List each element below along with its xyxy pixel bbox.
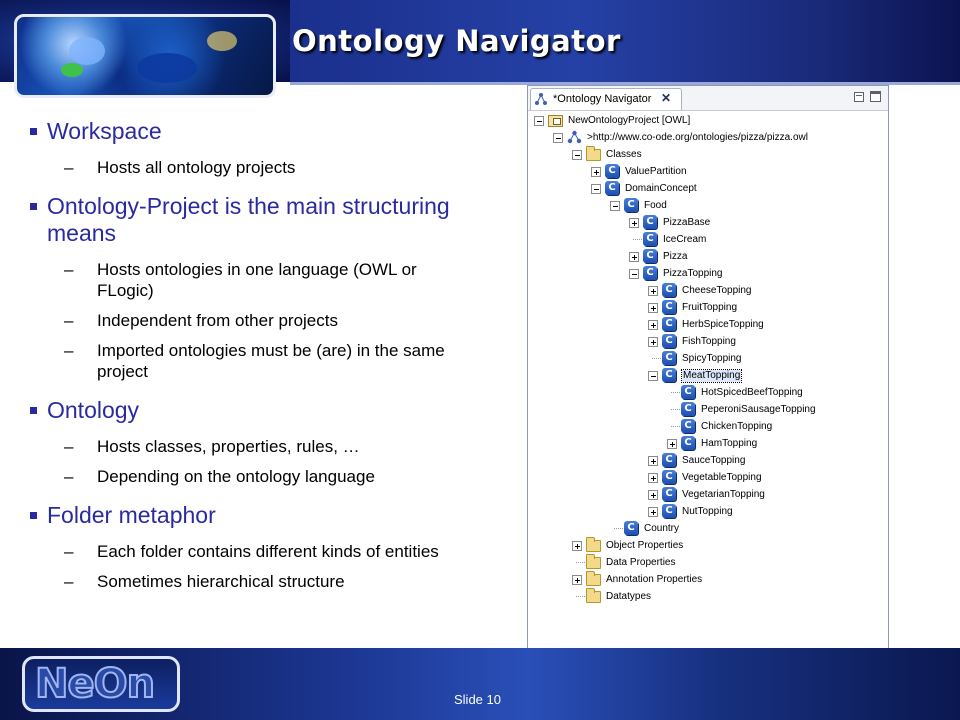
expand-icon[interactable] bbox=[648, 303, 658, 313]
bullet-list bbox=[30, 118, 470, 607]
bullet-square-icon bbox=[30, 128, 37, 135]
tree-node-label: ChickenTopping bbox=[701, 421, 773, 432]
dash-marker: – bbox=[64, 542, 74, 561]
collapse-icon[interactable] bbox=[610, 201, 620, 211]
bullet-heading bbox=[30, 502, 470, 529]
ontology-navigator-view bbox=[527, 85, 889, 697]
class-icon: C bbox=[662, 300, 677, 315]
class-icon: C bbox=[662, 487, 677, 502]
tree-node-label: >http://www.co-ode.org/ontologies/pizza/pizza.owl bbox=[587, 132, 808, 143]
tree-node-label: Annotation Properties bbox=[606, 574, 703, 585]
class-icon: C bbox=[624, 521, 639, 536]
tab-ontology-navigator[interactable] bbox=[530, 88, 682, 110]
expand-icon[interactable] bbox=[648, 473, 658, 483]
tree-node-label: VegetableTopping bbox=[682, 472, 762, 483]
expand-icon[interactable] bbox=[572, 575, 582, 585]
tree-node-label: VegetarianTopping bbox=[682, 489, 765, 500]
tree-connector bbox=[633, 239, 642, 241]
expand-icon[interactable] bbox=[648, 490, 658, 500]
tree-node-label: HerbSpiceTopping bbox=[682, 319, 764, 330]
class-icon: C bbox=[662, 368, 677, 383]
bullet-square-icon bbox=[30, 203, 37, 210]
bullet-heading-text: Ontology bbox=[47, 397, 140, 423]
sub-bullet bbox=[30, 466, 470, 487]
tree-node-label: Data Properties bbox=[606, 557, 676, 568]
folder-icon bbox=[586, 572, 601, 587]
neon-logo bbox=[22, 656, 180, 712]
navigator-tree bbox=[528, 111, 888, 675]
ontology-navigator-icon bbox=[534, 92, 548, 106]
sub-bullet bbox=[30, 541, 470, 562]
view-tab-bar bbox=[528, 86, 888, 111]
folder-icon bbox=[586, 555, 601, 570]
bullet-heading bbox=[30, 193, 470, 247]
sub-bullet-text: Independent from other projects bbox=[97, 311, 338, 330]
class-icon: C bbox=[643, 232, 658, 247]
tree-connector bbox=[671, 426, 680, 428]
tree-node-label: CheeseTopping bbox=[682, 285, 752, 296]
class-icon: C bbox=[662, 334, 677, 349]
class-icon: C bbox=[605, 181, 620, 196]
sub-bullet-text: Sometimes hierarchical structure bbox=[97, 572, 345, 591]
tree-node-label: NutTopping bbox=[682, 506, 733, 517]
tree-node-label: SauceTopping bbox=[682, 455, 746, 466]
tree-node-label: PeperoniSausageTopping bbox=[701, 404, 816, 415]
tree-connector bbox=[671, 392, 680, 394]
sub-bullet bbox=[30, 259, 470, 301]
class-icon: C bbox=[662, 317, 677, 332]
expand-icon[interactable] bbox=[648, 507, 658, 517]
dash-marker: – bbox=[64, 341, 74, 360]
sub-bullet-text: Depending on the ontology language bbox=[97, 467, 375, 486]
sub-bullet bbox=[30, 157, 470, 178]
slide-number: Slide 10 bbox=[454, 692, 501, 707]
class-icon: C bbox=[681, 419, 696, 434]
tree-connector bbox=[652, 358, 661, 360]
tree-node-label: Country bbox=[644, 523, 680, 534]
tree-node-label: MeatTopping bbox=[683, 370, 741, 381]
tree-connector bbox=[671, 409, 680, 411]
collapse-icon[interactable] bbox=[629, 269, 639, 279]
tree-node-label: FishTopping bbox=[682, 336, 736, 347]
tree-node-label: HamTopping bbox=[701, 438, 758, 449]
dash-marker: – bbox=[64, 437, 74, 456]
minimize-button[interactable] bbox=[854, 92, 864, 102]
sub-bullet-text: Imported ontologies must be (are) in the same project bbox=[97, 341, 445, 381]
tree-node-label: NewOntologyProject [OWL] bbox=[568, 115, 691, 126]
class-icon: C bbox=[643, 215, 658, 230]
class-icon: C bbox=[605, 164, 620, 179]
class-icon: C bbox=[681, 436, 696, 451]
sub-bullet-text: Hosts ontologies in one language (OWL or FLogic) bbox=[97, 260, 417, 300]
class-icon: C bbox=[662, 504, 677, 519]
tree-connector bbox=[576, 596, 585, 598]
bullet-heading-text: Folder metaphor bbox=[47, 502, 216, 528]
bullet-square-icon bbox=[30, 512, 37, 519]
tree-connector bbox=[614, 528, 623, 530]
sub-bullet bbox=[30, 340, 470, 382]
folder-icon bbox=[586, 147, 601, 162]
sub-bullet bbox=[30, 436, 470, 457]
folder-icon bbox=[586, 538, 601, 553]
collapse-icon[interactable] bbox=[648, 371, 658, 381]
bullet-heading-text: Ontology-Project is the main structuring means bbox=[47, 193, 450, 246]
expand-icon[interactable] bbox=[572, 541, 582, 551]
dash-marker: – bbox=[64, 260, 74, 279]
sub-bullet bbox=[30, 571, 470, 592]
tree-node-label: ValuePartition bbox=[625, 166, 687, 177]
expand-icon[interactable] bbox=[648, 286, 658, 296]
tree-connector bbox=[576, 562, 585, 564]
header-image bbox=[14, 14, 276, 98]
tree-node-label: Pizza bbox=[663, 251, 688, 262]
expand-icon[interactable] bbox=[648, 456, 658, 466]
collapse-icon[interactable] bbox=[534, 116, 544, 126]
collapse-icon[interactable] bbox=[572, 150, 582, 160]
maximize-button[interactable] bbox=[870, 91, 881, 102]
tree-node-label: PizzaTopping bbox=[663, 268, 723, 279]
sub-bullet-text: Each folder contains different kinds of entities bbox=[97, 542, 439, 561]
class-icon: C bbox=[662, 351, 677, 366]
class-icon: C bbox=[643, 266, 658, 281]
expand-icon[interactable] bbox=[648, 337, 658, 347]
tree-node-label: DomainConcept bbox=[625, 183, 697, 194]
class-icon: C bbox=[662, 470, 677, 485]
sub-bullet bbox=[30, 310, 470, 331]
expand-icon[interactable] bbox=[648, 320, 658, 330]
class-icon: C bbox=[662, 453, 677, 468]
tree-node-label: PizzaBase bbox=[663, 217, 711, 228]
class-icon: C bbox=[681, 402, 696, 417]
folder-icon bbox=[586, 589, 601, 604]
sub-bullet-text: Hosts classes, properties, rules, … bbox=[97, 437, 360, 456]
tree-node-label: HotSpicedBeefTopping bbox=[701, 387, 803, 398]
dash-marker: – bbox=[64, 572, 74, 591]
tree-node-label: Object Properties bbox=[606, 540, 684, 551]
tree-node-label: Classes bbox=[606, 149, 642, 160]
bullet-square-icon bbox=[30, 407, 37, 414]
bullet-heading-text: Workspace bbox=[47, 118, 162, 144]
slide-title: Ontology Navigator bbox=[292, 24, 621, 58]
bullet-heading bbox=[30, 118, 470, 145]
project-icon bbox=[548, 113, 563, 128]
logo-text: NeOn bbox=[35, 661, 155, 707]
close-icon[interactable]: ✕ bbox=[661, 91, 672, 105]
tree-node-label: SpicyTopping bbox=[682, 353, 742, 364]
collapse-icon[interactable] bbox=[591, 184, 601, 194]
class-icon: C bbox=[681, 385, 696, 400]
class-icon: C bbox=[624, 198, 639, 213]
expand-icon[interactable] bbox=[667, 439, 677, 449]
class-icon: C bbox=[643, 249, 658, 264]
tree-node-label: IceCream bbox=[663, 234, 707, 245]
expand-icon[interactable] bbox=[629, 218, 639, 228]
tab-label: *Ontology Navigator bbox=[553, 93, 652, 105]
expand-icon[interactable] bbox=[629, 252, 639, 262]
collapse-icon[interactable] bbox=[553, 133, 563, 143]
class-icon: C bbox=[662, 283, 677, 298]
sub-bullet-text: Hosts all ontology projects bbox=[97, 158, 296, 177]
tree-node-label: FruitTopping bbox=[682, 302, 738, 313]
expand-icon[interactable] bbox=[591, 167, 601, 177]
dash-marker: – bbox=[64, 311, 74, 330]
dash-marker: – bbox=[64, 467, 74, 486]
tree-node-label: Food bbox=[644, 200, 667, 211]
ontology-icon bbox=[567, 130, 582, 145]
dash-marker: – bbox=[64, 158, 74, 177]
bullet-heading bbox=[30, 397, 470, 424]
tree-node-label: Datatypes bbox=[606, 591, 652, 602]
